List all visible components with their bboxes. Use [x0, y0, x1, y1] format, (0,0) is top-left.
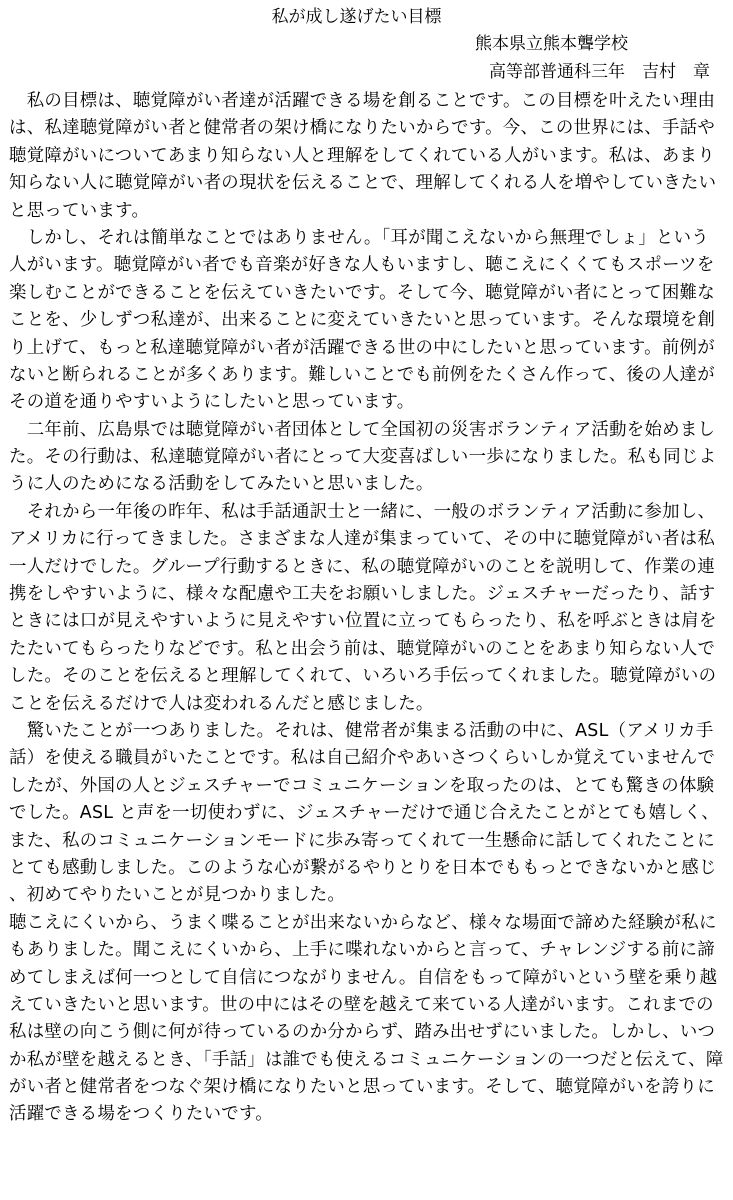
essay-line: 活躍できる場をつくりたいです。: [9, 1104, 273, 1125]
essay-line: 人がいます。聴覚障がい者でも音楽が好きな人もいますし、聴こえにくくてもスポーツを: [9, 255, 715, 276]
essay-line: 私は壁の向こう側に何が待っているのか分からず、踏み出せずにいました。しかし、いつ: [9, 1022, 716, 1043]
essay-line: その道を通りやすいようにしたいと思っています。: [9, 392, 415, 413]
essay-line: 聴覚障がいについてあまり知らない人と理解をしてくれている人がいます。私は、あまり: [9, 145, 715, 166]
essay-line: 話）を使える職員がいたことです。私は自己紹介やあいさつくらいしか覚えていませんで: [9, 748, 716, 769]
essay-line: 知らない人に聴覚障がい者の現状を伝えることで、理解してくれる人を増やしていきたい: [9, 173, 717, 194]
essay-line: 携をしやすいように、様々な配慮や工夫をお願いしました。ジェスチャーだったり、話す: [9, 584, 716, 605]
essay-line: したが、外国の人とジェスチャーでコミュニケーションを取ったのは、とても驚きの体験: [9, 775, 715, 796]
essay-line: か私が壁を越えるとき、「手話」は誰でも使えるコミュニケーションの一つだと伝えて、障: [9, 1049, 724, 1070]
school-name: 熊本県立熊本聾学校: [475, 34, 628, 54]
essay-line: ときには口が見えやすいように見えやすい位置に立ってもらったり、私を呼ぶときは肩を: [9, 611, 717, 632]
essay-line: ことを伝えるだけで人は変われるんだと感じました。: [9, 693, 434, 714]
essay-line: 驚いたことが一つありました。それは、健常者が集まる活動の中に、ASL（アメリカ手: [9, 720, 714, 741]
essay-line: ことを、少しずつ私達が、出来ることに変えていきたいと思っています。そんな環境を創: [9, 310, 716, 331]
essay-line: うに人のためになる活動をしてみたいと思いました。: [9, 474, 434, 495]
essay-line: それから一年後の昨年、私は手話通訳士と一緒に、一般のボランティア活動に参加し、: [9, 501, 716, 522]
essay-line: しかし、それは簡単なことではありません。「耳が聞こえないから無理でしょ」という: [9, 227, 709, 248]
document-title: 私が成し遂げたい目標: [271, 7, 442, 27]
essay-line: した。そのことを伝えると理解してくれて、いろいろ手伝ってくれました。聴覚障がいの: [9, 666, 717, 687]
essay-line: がい者と健常者をつなぐ架け橋になりたいと思っています。そして、聴覚障がいを誇りに: [9, 1077, 715, 1098]
essay-line: 楽しむことができることを伝えていきたいです。そして今、聴覚障がい者にとって困難な: [9, 282, 715, 303]
essay-line: えていきたいと思います。世の中にはその壁を越えて来ている人達がいます。これまでの: [9, 994, 714, 1015]
essay-line: 聴こえにくいから、うまく喋ることが出来ないからなど、様々な場面で諦めた経験が私に: [9, 912, 717, 933]
essay-line: アメリカに行ってきました。さまざまな人達が集まっていて、その中に聴覚障がい者は私: [9, 529, 716, 550]
essay-line: り上げて、もっと私達聴覚障がい者が活躍できる世の中にしたいと思っています。前例が: [9, 337, 715, 358]
essay-line: また、私のコミュニケーションモードに歩み寄ってくれて一生懸命に話してくれたことに: [9, 830, 715, 851]
essay-line: た。その行動は、私達聴覚障がい者にとって大変喜ばしい一歩になりました。私も同じよ: [9, 447, 717, 468]
essay-line: 一人だけでした。グループ行動するときに、私の聴覚障がいのことを説明して、作業の連: [9, 556, 715, 577]
essay-line: は、私達聴覚障がい者と健常者の架け橋になりたいからです。今、この世界には、手話や: [9, 118, 716, 139]
essay-line: と思っています。: [9, 200, 150, 221]
essay-line: 、初めてやりたいことが見つかりました。: [9, 885, 346, 906]
essay-line: とても感動しました。このような心が繋がるやりとりを日本でももっとできないかと感じ: [9, 857, 717, 878]
essay-line: ないと断られることが多くあります。難しいことでも前例をたくさん作って、後の人達が: [9, 364, 715, 385]
essay-line: もありました。聞こえにくいから、上手に喋れないからと言って、チャレンジする前に諦: [9, 940, 715, 961]
essay-body: [9, 88, 724, 1129]
essay-line: めてしまえば何一つとして自信につながりません。自信をもって障がいという壁を乗り越: [9, 967, 718, 988]
author-line: 高等部普通科三年 吉村 章: [489, 62, 710, 82]
essay-line: でした。ASL と声を一切使わずに、ジェスチャーだけで通じ合えたことがとても嬉しく、: [9, 803, 720, 824]
essay-line: たたいてもらったりなどです。私と出会う前は、聴覚障がいのことをあまり知らない人で: [9, 638, 716, 659]
essay-line: 私の目標は、聴覚障がい者達が活躍できる場を創ることです。この目標を叶えたい理由: [9, 91, 716, 111]
essay-line: 二年前、広島県では聴覚障がい者団体として全国初の災害ボランティア活動を始めまし: [9, 419, 716, 440]
